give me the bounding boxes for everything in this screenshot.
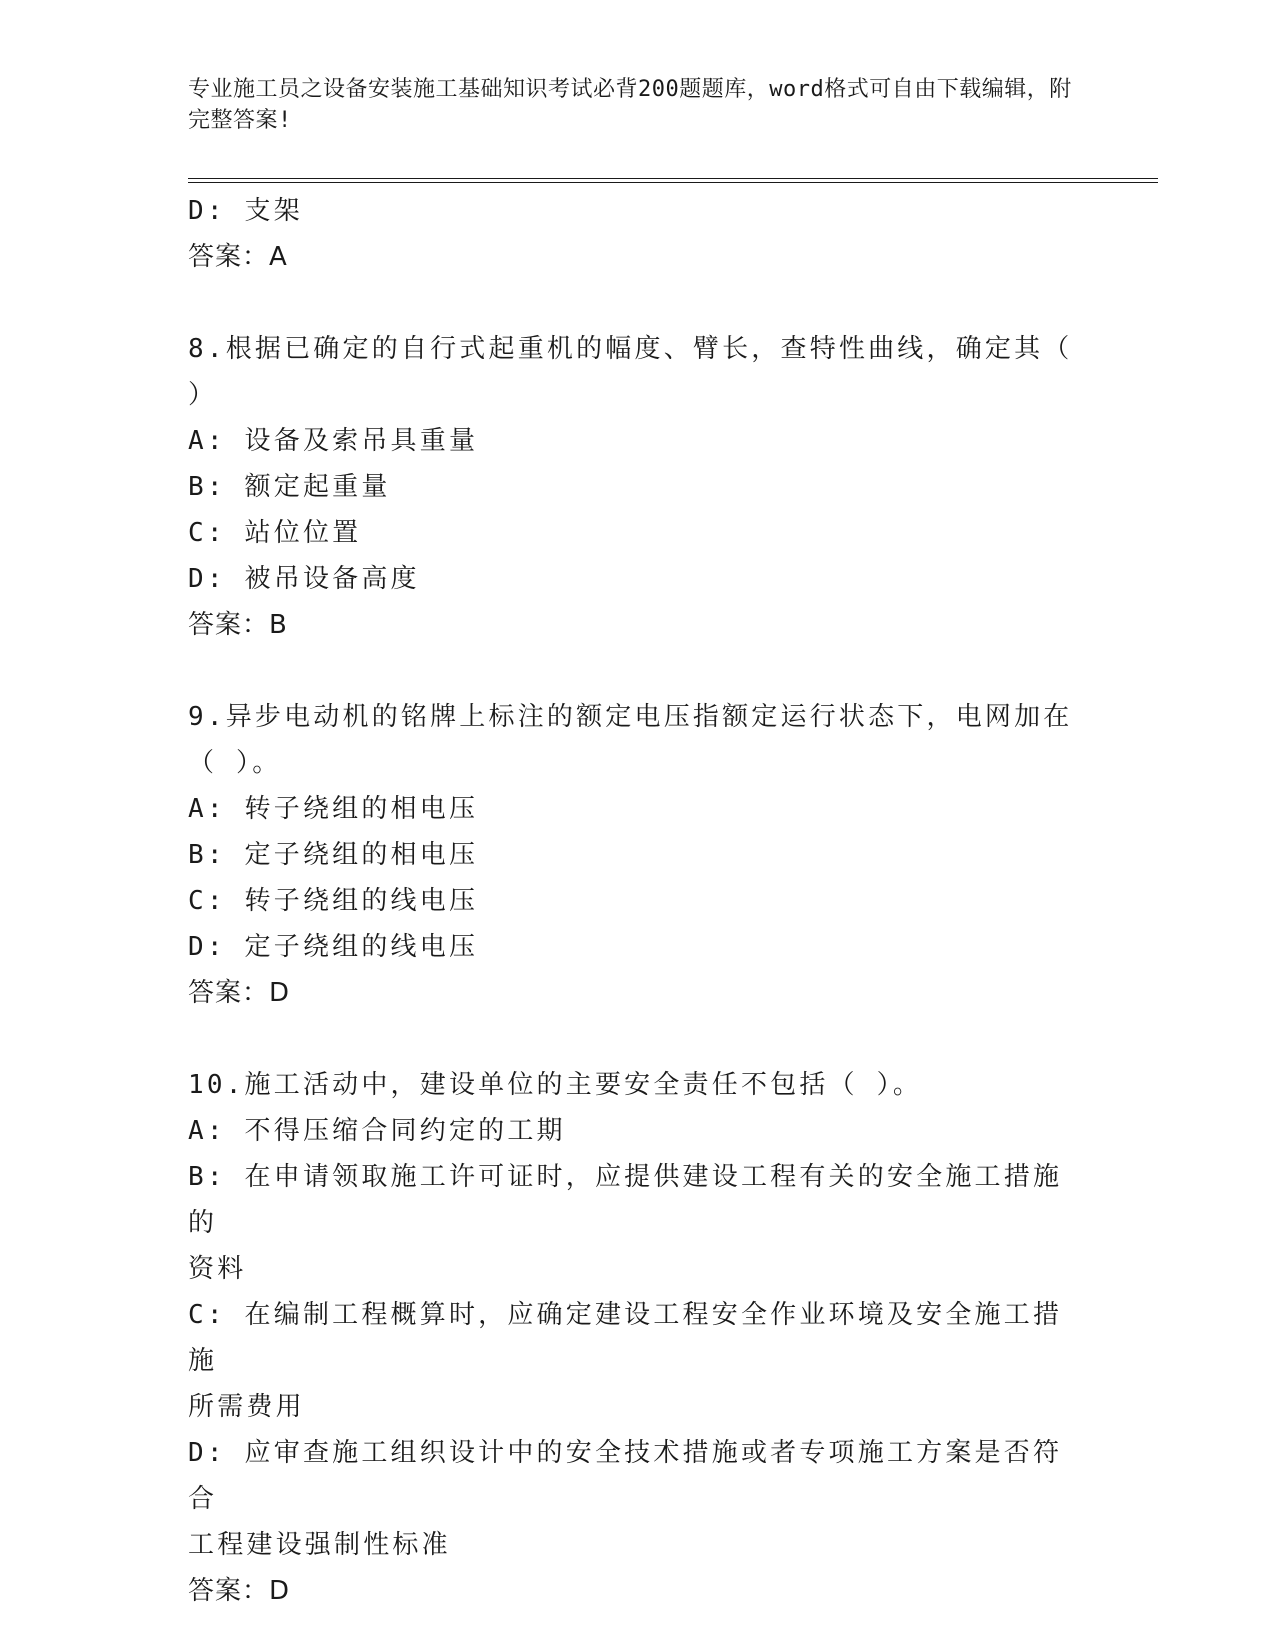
option-d: D: 被吊设备高度 xyxy=(188,564,420,594)
question-stem: 9.异步电动机的铭牌上标注的额定电压指额定运行状态下，电网加在 xyxy=(188,702,1073,732)
question-9 xyxy=(188,694,1088,1016)
question-stem-cont: （ ）。 xyxy=(188,748,282,778)
option-b: B: 定子绕组的相电压 xyxy=(188,840,479,870)
option-a: A: 设备及索吊具重量 xyxy=(188,426,479,456)
option-d: D: 应审查施工组织设计中的安全技术措施或者专项施工方案是否符合 xyxy=(188,1438,1063,1514)
question-stem: 8.根据已确定的自行式起重机的幅度、臂长，查特性曲线，确定其（ xyxy=(188,334,1073,364)
option-c-cont: 所需费用 xyxy=(188,1392,305,1422)
question-8 xyxy=(188,326,1088,648)
option-a: A: 不得压缩合同约定的工期 xyxy=(188,1116,566,1146)
option-c: C: 转子绕组的线电压 xyxy=(188,886,479,916)
page-header: 专业施工员之设备安装施工基础知识考试必背200题题库，word格式可自由下载编辑，附完整答案! xyxy=(188,77,1072,133)
question-stem-cont: ） xyxy=(188,380,218,410)
header-divider xyxy=(188,178,1158,183)
option-d-cont: 工程建设强制性标准 xyxy=(188,1530,451,1560)
question-10 xyxy=(188,1062,1088,1614)
answer-text: 答案：D xyxy=(188,978,291,1008)
option-b-cont: 资料 xyxy=(188,1254,247,1284)
option-b: B: 在申请领取施工许可证时，应提供建设工程有关的安全施工措施的 xyxy=(188,1162,1063,1238)
option-a: A: 转子绕组的相电压 xyxy=(188,794,479,824)
option-d: D: 定子绕组的线电压 xyxy=(188,932,479,962)
spacer xyxy=(188,1016,1088,1062)
answer-text: 答案：D xyxy=(188,1576,291,1606)
answer-text: 答案：B xyxy=(188,610,288,640)
option-c: C: 在编制工程概算时，应确定建设工程安全作业环境及安全施工措施 xyxy=(188,1300,1063,1376)
question-content xyxy=(188,188,1088,1614)
spacer xyxy=(188,648,1088,694)
question-stem: 10.施工活动中，建设单位的主要安全责任不包括（ ）。 xyxy=(188,1070,923,1100)
option-c: C: 站位位置 xyxy=(188,518,362,548)
option-b: B: 额定起重量 xyxy=(188,472,391,502)
spacer xyxy=(188,280,1088,326)
answer-text: 答案：A xyxy=(188,242,288,272)
option-d: D: 支架 xyxy=(188,196,303,226)
